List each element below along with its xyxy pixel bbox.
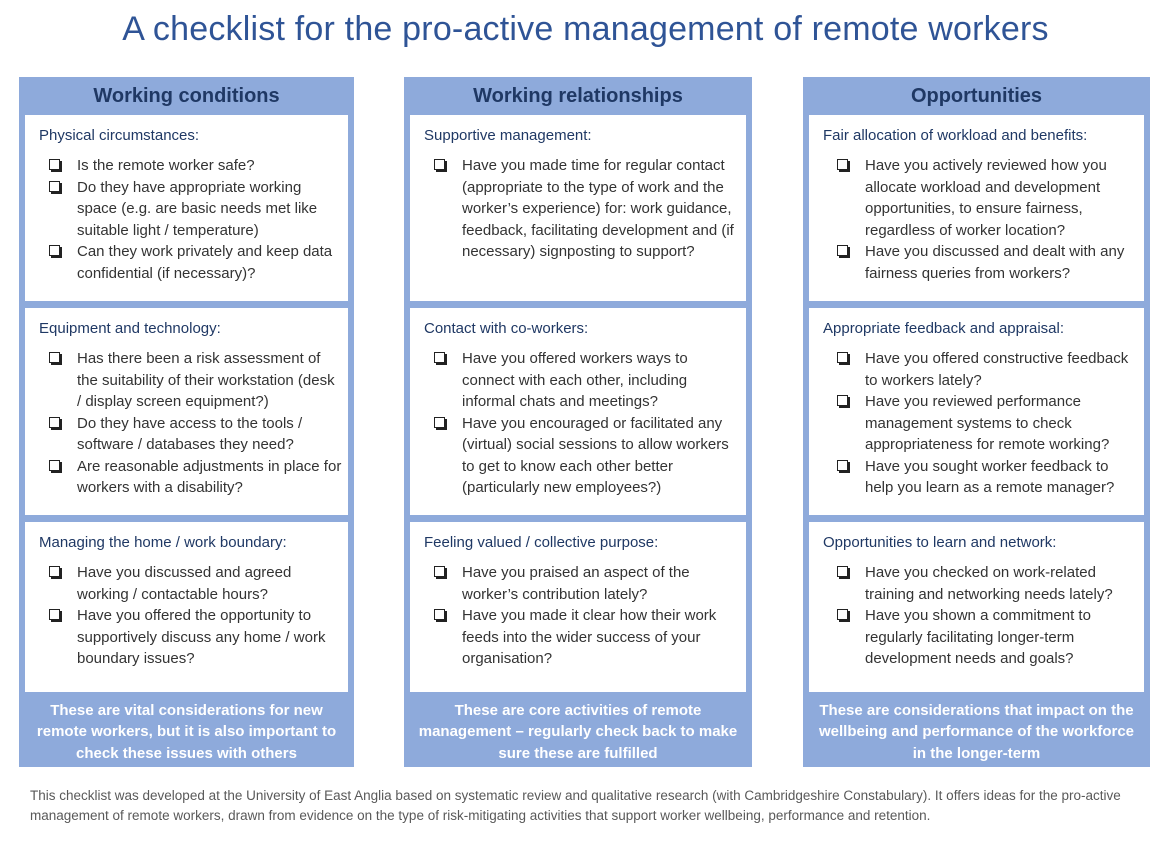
checkbox-icon[interactable] xyxy=(434,417,445,428)
checklist xyxy=(430,348,740,499)
column-opportunities xyxy=(803,77,1150,767)
checklist-item-text: Have you praised an aspect of the worker’s contribution lately? xyxy=(462,564,690,603)
column-working-conditions xyxy=(19,77,354,767)
checklist xyxy=(833,562,1138,670)
checklist-item-text: Have you sought worker feedback to help you learn as a remote manager? xyxy=(865,457,1115,496)
checklist-item xyxy=(833,456,1138,499)
section-heading: Supportive management: xyxy=(424,127,592,144)
checklist-item xyxy=(430,605,740,670)
checklist xyxy=(430,155,740,263)
column-footer: These are vital considerations for new remote workers, but it is also important to check these issues with others xyxy=(36,701,337,762)
checklist-item-text: Have you made time for regular contact (appropriate to the type of work and the worker’s experience) for: work guidance, feedback, facilitating development and (if necessary) signposting to support? xyxy=(462,157,734,260)
checklist-item-text: Do they have appropriate working space (e.g. are basic needs met like suitable light / temperature) xyxy=(77,178,318,239)
section-feeling-valued xyxy=(410,522,746,692)
section-contact-co-workers xyxy=(410,308,746,515)
checklist-item-text: Have you discussed and dealt with any fairness queries from workers? xyxy=(865,243,1125,282)
checklist-item xyxy=(833,391,1138,456)
column-header: Working conditions xyxy=(93,85,280,107)
checkbox-icon[interactable] xyxy=(837,352,848,363)
section-heading: Contact with co-workers: xyxy=(424,320,589,337)
checklist-item xyxy=(45,241,342,284)
checklist-item xyxy=(430,562,740,605)
checklist-item xyxy=(833,562,1138,605)
checklist-item-text: Have you offered workers ways to connect with each other, including informal chats and meetings? xyxy=(462,350,688,410)
checklist-item xyxy=(45,348,342,413)
section-equipment-technology xyxy=(25,308,348,515)
checklist-item xyxy=(45,562,342,605)
checklist-item xyxy=(833,241,1138,284)
checkbox-icon[interactable] xyxy=(837,395,848,406)
checklist-item-text: Have you shown a commitment to regularly facilitating longer-term development needs and goals? xyxy=(865,607,1091,667)
column-header: Working relationships xyxy=(473,85,683,107)
checklist-item xyxy=(45,413,342,456)
checklist-item xyxy=(430,413,740,499)
checklist xyxy=(45,348,342,499)
checkbox-icon[interactable] xyxy=(49,352,60,363)
checklist-item xyxy=(45,155,342,177)
column-footer: These are considerations that impact on the wellbeing and performance of the workforce in the longer-term xyxy=(818,701,1135,762)
section-heading: Feeling valued / collective purpose: xyxy=(424,534,659,551)
checklist xyxy=(833,155,1138,284)
checkbox-icon[interactable] xyxy=(434,566,445,577)
section-heading: Appropriate feedback and appraisal: xyxy=(823,320,1064,337)
section-heading: Managing the home / work boundary: xyxy=(39,534,287,551)
checkbox-icon[interactable] xyxy=(837,245,848,256)
footnote: This checklist was developed at the University of East Anglia based on systematic review and qualitative research (with Cambridgeshire Constabulary). It offers ideas for the pro-active management of remote workers, drawn from evidence on the type of risk-mitigating activities that support worker wellbeing, performance and retention. xyxy=(30,788,1121,823)
section-heading: Opportunities to learn and network: xyxy=(823,534,1057,551)
checklist-item xyxy=(430,348,740,413)
checklist xyxy=(45,562,342,670)
section-physical-circumstances xyxy=(25,115,348,301)
checklist-item xyxy=(45,456,342,499)
column-footer: These are core activities of remote management – regularly check back to make sure these are fulfilled xyxy=(418,701,738,762)
checklist-item-text: Are reasonable adjustments in place for workers with a disability? xyxy=(77,457,342,496)
checkbox-icon[interactable] xyxy=(49,566,60,577)
checkbox-icon[interactable] xyxy=(837,159,848,170)
checklist-item-text: Do they have access to the tools / software / databases they need? xyxy=(77,414,303,453)
checklist-item xyxy=(45,605,342,670)
section-feedback-appraisal xyxy=(809,308,1144,515)
checklist-item xyxy=(833,155,1138,241)
checkbox-icon[interactable] xyxy=(434,159,445,170)
section-heading: Equipment and technology: xyxy=(39,320,221,337)
checklist-item-text: Have you checked on work-related training and networking needs lately? xyxy=(865,564,1113,603)
section-heading: Physical circumstances: xyxy=(39,127,200,144)
checklist-item-text: Have you actively reviewed how you allocate workload and development opportunities, to ensure fairness, regardless of worker location? xyxy=(865,157,1107,239)
checklist-item-text: Have you offered the opportunity to supportively discuss any home / work boundary issues? xyxy=(77,607,326,667)
column-working-relationships xyxy=(404,77,752,767)
section-heading: Fair allocation of workload and benefits: xyxy=(823,127,1088,144)
checklist-item xyxy=(833,348,1138,391)
checkbox-icon[interactable] xyxy=(49,159,60,170)
checkbox-icon[interactable] xyxy=(49,460,60,471)
checklist-item-text: Has there been a risk assessment of the suitability of their workstation (desk / display screen equipment?) xyxy=(77,350,335,410)
checkbox-icon[interactable] xyxy=(837,566,848,577)
checklist-item xyxy=(430,155,740,263)
checklist-item-text: Is the remote worker safe? xyxy=(77,157,255,174)
section-home-work-boundary xyxy=(25,522,348,692)
checklist-item xyxy=(45,177,342,242)
checkbox-icon[interactable] xyxy=(837,460,848,471)
checkbox-icon[interactable] xyxy=(49,609,60,620)
section-fair-allocation xyxy=(809,115,1144,301)
checkbox-icon[interactable] xyxy=(837,609,848,620)
checklist-item xyxy=(833,605,1138,670)
checkbox-icon[interactable] xyxy=(49,181,60,192)
checkbox-icon[interactable] xyxy=(49,245,60,256)
section-learn-network xyxy=(809,522,1144,692)
checklist xyxy=(833,348,1138,499)
section-supportive-management xyxy=(410,115,746,301)
checklist-item-text: Have you offered constructive feedback to workers lately? xyxy=(865,350,1129,389)
checklist-item-text: Have you made it clear how their work feeds into the wider success of your organisation? xyxy=(462,607,717,667)
checklist-item-text: Have you discussed and agreed working / contactable hours? xyxy=(77,564,292,603)
checklist-item-text: Can they work privately and keep data confidential (if necessary)? xyxy=(77,243,333,282)
column-header: Opportunities xyxy=(910,85,1043,107)
checklist xyxy=(430,562,740,670)
checklist-item-text: Have you encouraged or facilitated any (virtual) social sessions to allow workers to get to know each other better (particularly new employees?) xyxy=(462,414,729,496)
checkbox-icon[interactable] xyxy=(434,352,445,363)
checkbox-icon[interactable] xyxy=(49,417,60,428)
checkbox-icon[interactable] xyxy=(434,609,445,620)
checklist-item-text: Have you reviewed performance management systems to check appropriateness for remote working? xyxy=(865,393,1110,453)
page-title: A checklist for the pro-active management of remote workers xyxy=(122,10,1049,48)
checklist xyxy=(45,155,342,284)
